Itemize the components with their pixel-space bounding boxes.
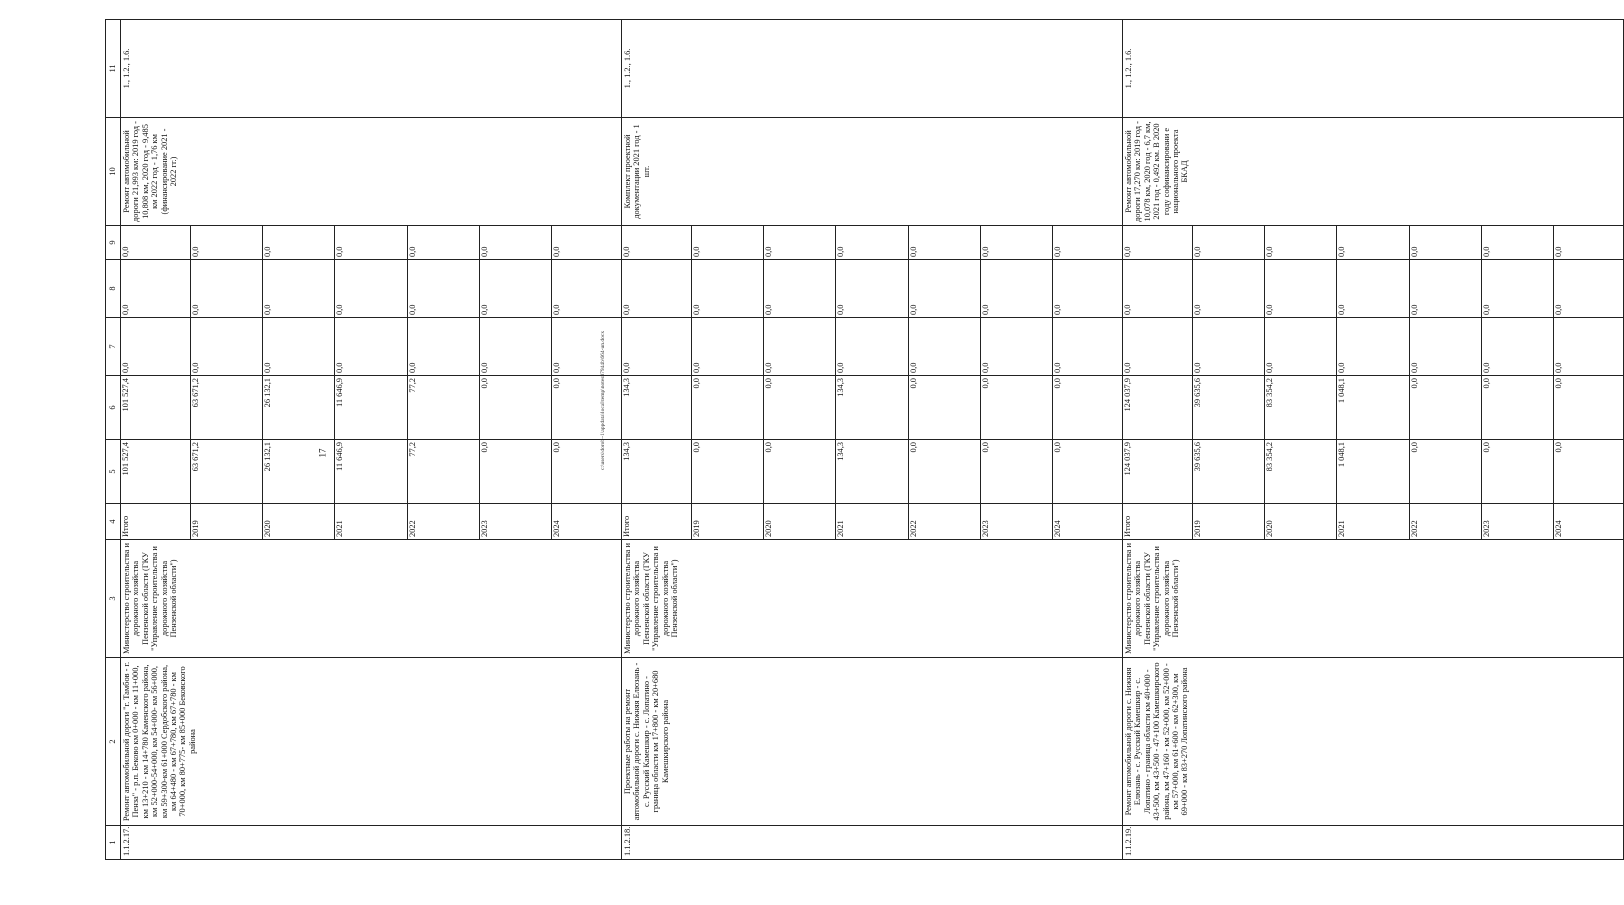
year-column	[121, 504, 622, 540]
value-cell: 0,0	[908, 440, 980, 503]
value-cell: 0,0	[764, 440, 836, 503]
value-cell: 0,0	[836, 226, 908, 259]
value-cell: 0,0	[1481, 318, 1553, 375]
row-number-cell: 1.1.2.18.	[622, 826, 1123, 860]
value-cell: 0,0	[980, 226, 1052, 259]
organization-cell: Министерство строительства и дорожного хозяйства Пензенской области (ГКУ "Управление строительства и дорожного хозяйства Пензенской области")	[1123, 540, 1624, 658]
value-cell: 0,0	[691, 376, 763, 439]
value-cell: 0,0	[1409, 376, 1481, 439]
total-column-list	[1123, 440, 1623, 503]
header-cell: 8	[106, 260, 121, 318]
value-cell: 2022	[407, 504, 479, 539]
column-7-list	[1123, 318, 1623, 375]
value-cell: 0,0	[263, 318, 335, 375]
value-cell: 0,0	[1554, 246, 1564, 257]
value-cell: 0,0	[1409, 260, 1481, 317]
total-column-list	[121, 440, 621, 503]
value-cell: 0,0	[836, 318, 908, 375]
year-column-list	[622, 504, 1122, 539]
value-cell: 124 037,9	[1123, 376, 1192, 439]
value-cell: 0,0	[479, 260, 551, 317]
footer-file-path: c:\users\dorob~1\appdata\local\temp\notes87944b\664-un.docx	[600, 330, 606, 470]
page-number: 17	[317, 448, 328, 458]
value-cell: 0,0	[764, 376, 836, 439]
total-column	[622, 440, 1123, 504]
rotated-table-container	[105, 20, 1564, 860]
column-8	[1123, 260, 1624, 318]
value-cell: 0,0	[552, 442, 562, 453]
value-cell: 83 354,2	[1265, 376, 1337, 439]
column-9	[1123, 226, 1624, 260]
value-cell: 2021	[1337, 504, 1409, 539]
value-cell: 0,0	[1409, 318, 1481, 375]
value-cell: 101 527,4	[121, 440, 190, 503]
value-cell: 77,2	[407, 440, 479, 503]
value-cell: 0,0	[1554, 304, 1564, 315]
reference-cell: 1., 1.2., 1.6.	[1123, 20, 1624, 118]
value-cell: 2023	[980, 504, 1052, 539]
object-name-cell: Ремонт автомобильной дороги с. Нижняя Елюзань - с. Русский Камешкир - с. Лопатино - граница области км 40+000 - 43+500, км 43+500 - 47+100 Камешкирского района, км 47+160 - км 52+000, км 52+000 - км 57+000, км 61+600 - км 62+300, км 69+000 - км 83+270 Лопатинского района	[1123, 658, 1624, 826]
value-cell: 1 048,1	[1337, 440, 1409, 503]
object-name-cell: Ремонт автомобильной дороги "г. Тамбов - г. Пенза" - р.п. Беково км 0+000 - км 11+000, км 13+210 - км 14+780 Каменского района, км 52+000-54+000, км 54+000- км 56+000, км 59+300-км 61+000 Сердобского района, км 64+480 - км 67+780, км 67+780 - км 70+000, км 80+775- км 85+000 Бековского района	[121, 658, 622, 826]
value-cell: 0,0	[1265, 260, 1337, 317]
value-cell: 0,0	[1337, 260, 1409, 317]
value-cell: 0,0	[190, 318, 262, 375]
value-cell: 83 354,2	[1265, 440, 1337, 503]
value-cell: 0,0	[407, 318, 479, 375]
value-cell: 0,0	[908, 318, 980, 375]
regional-budget-column-list	[622, 376, 1122, 439]
value-cell: 0,0	[479, 318, 551, 375]
value-cell: 0,0	[1053, 378, 1063, 389]
value-cell: 0,0	[1192, 226, 1264, 259]
reference-cell: 1., 1.2., 1.6.	[121, 20, 622, 118]
total-column-list	[622, 440, 1122, 503]
value-cell: 0,0	[980, 376, 1052, 439]
total-column	[121, 440, 622, 504]
value-cell: 0,0	[908, 376, 980, 439]
value-cell: 2021	[836, 504, 908, 539]
header-cell: 9	[106, 226, 121, 260]
value-cell: 0,0	[552, 246, 562, 257]
value-cell: 0,0	[764, 318, 836, 375]
value-cell: 0,0	[407, 226, 479, 259]
value-cell: 0,0	[1554, 378, 1564, 389]
column-9-list	[1123, 226, 1623, 259]
year-column	[622, 504, 1123, 540]
value-cell: 0,0	[552, 304, 562, 315]
value-cell: 0,0	[1053, 442, 1063, 453]
value-cell: 0,0	[622, 318, 691, 375]
value-cell: 0,0	[479, 440, 551, 503]
value-cell: 0,0	[121, 318, 190, 375]
header-cell: 11	[106, 20, 121, 118]
value-cell: 0,0	[1265, 318, 1337, 375]
value-cell: 0,0	[407, 260, 479, 317]
value-cell: 39 635,6	[1192, 376, 1264, 439]
value-cell: 0,0	[1123, 226, 1192, 259]
value-cell: 0,0	[764, 226, 836, 259]
value-cell: 2024	[552, 520, 562, 537]
value-cell: 0,0	[335, 260, 407, 317]
value-cell: 0,0	[1337, 226, 1409, 259]
value-cell: 2020	[263, 504, 335, 539]
regional-budget-column	[1123, 376, 1624, 440]
value-cell: 134,3	[622, 440, 691, 503]
header-cell: 1	[106, 826, 121, 860]
value-cell: 26 132,1	[263, 440, 335, 503]
column-7	[622, 318, 1123, 376]
value-cell: 26 132,1	[263, 376, 335, 439]
value-cell: 124 037,9	[1123, 440, 1192, 503]
column-7	[121, 318, 622, 376]
value-cell: 0,0	[479, 376, 551, 439]
column-9-list	[622, 226, 1122, 259]
column-7-list	[121, 318, 621, 375]
table-row	[1123, 20, 1624, 860]
regional-budget-column	[121, 376, 622, 440]
value-cell: 0,0	[980, 260, 1052, 317]
header-cell: 2	[106, 658, 121, 826]
value-cell: 77,2	[407, 376, 479, 439]
value-cell: Итого	[1123, 504, 1192, 539]
result-cell: Ремонт автомобильной дороги 21,993 км: 2019 год - 10,808 км, 2020 год - 9,485 км 2022 год - 1,76 км (финансирование 2021 - 2022 гг.)	[121, 118, 622, 226]
value-cell: 0,0	[1409, 226, 1481, 259]
value-cell: 0,0	[691, 440, 763, 503]
value-cell: Итого	[121, 504, 190, 539]
value-cell: 0,0	[764, 260, 836, 317]
column-8	[622, 260, 1123, 318]
row-number-cell: 1.1.2.19.	[1123, 826, 1624, 860]
value-cell: 0,0	[908, 260, 980, 317]
header-cell: 4	[106, 504, 121, 540]
column-7-list	[622, 318, 1122, 375]
value-cell: 0,0	[691, 226, 763, 259]
value-cell: 0,0	[1053, 246, 1063, 257]
value-cell: 0,0	[1265, 226, 1337, 259]
value-cell: 0,0	[552, 378, 562, 389]
column-7	[1123, 318, 1624, 376]
regional-budget-column-list	[1123, 376, 1623, 439]
value-cell: 0,0	[1481, 376, 1553, 439]
year-column-list	[121, 504, 621, 539]
value-cell: 0,0	[1192, 260, 1264, 317]
value-cell: 0,0	[1409, 440, 1481, 503]
value-cell: 2023	[1481, 504, 1553, 539]
column-9	[121, 226, 622, 260]
value-cell: 2019	[190, 504, 262, 539]
value-cell: 2020	[1265, 504, 1337, 539]
value-cell: 0,0	[836, 260, 908, 317]
value-cell: 0,0	[121, 260, 190, 317]
value-cell: 0,0	[190, 260, 262, 317]
value-cell: Итого	[622, 504, 691, 539]
row-number-cell: 1.1.2.17.	[121, 826, 622, 860]
value-cell: 0,0	[1053, 362, 1063, 373]
header-cell: 10	[106, 118, 121, 226]
value-cell: 2024	[1554, 520, 1564, 537]
value-cell: 0,0	[1123, 318, 1192, 375]
header-row	[106, 20, 121, 860]
value-cell: 2020	[764, 504, 836, 539]
header-cell: 5	[106, 440, 121, 504]
value-cell: 0,0	[335, 226, 407, 259]
value-cell: 0,0	[335, 318, 407, 375]
value-cell: 0,0	[263, 226, 335, 259]
value-cell: 0,0	[190, 226, 262, 259]
column-8-list	[622, 260, 1122, 317]
value-cell: 0,0	[980, 318, 1052, 375]
value-cell: 63 671,2	[190, 440, 262, 503]
program-table	[105, 19, 1624, 860]
value-cell: 2022	[908, 504, 980, 539]
result-cell: Комплект проектной документации 2021 год - 1 шт.	[622, 118, 1123, 226]
column-9-list	[121, 226, 621, 259]
value-cell: 0,0	[622, 226, 691, 259]
value-cell: 0,0	[1554, 442, 1564, 453]
table-row	[121, 20, 622, 860]
value-cell: 134,3	[622, 376, 691, 439]
value-cell: 2022	[1409, 504, 1481, 539]
result-cell: Ремонт автомобильной дороги 17,270 км: 2019 год - 10,078 км, 2020 год - 6,7 км, 2021 год - 0,492 км. В 2020 году софинансировани е национального проекта БКАД	[1123, 118, 1624, 226]
year-column-list	[1123, 504, 1623, 539]
value-cell: 0,0	[908, 226, 980, 259]
value-cell: 11 646,9	[335, 376, 407, 439]
value-cell: 11 646,9	[335, 440, 407, 503]
regional-budget-column	[622, 376, 1123, 440]
value-cell: 0,0	[622, 260, 691, 317]
value-cell: 0,0	[1337, 318, 1409, 375]
value-cell: 2024	[1053, 520, 1063, 537]
header-cell: 7	[106, 318, 121, 376]
value-cell: 0,0	[980, 440, 1052, 503]
value-cell: 0,0	[1481, 440, 1553, 503]
total-column	[1123, 440, 1624, 504]
value-cell: 0,0	[263, 260, 335, 317]
table-row	[622, 20, 1123, 860]
value-cell: 134,3	[836, 440, 908, 503]
value-cell: 1 048,1	[1337, 376, 1409, 439]
value-cell: 101 527,4	[121, 376, 190, 439]
column-8	[121, 260, 622, 318]
value-cell: 0,0	[1481, 260, 1553, 317]
organization-cell: Министерство строительства и дорожного хозяйства Пензенской области (ГКУ "Управление строительства и дорожного хозяйства Пензенской области")	[121, 540, 622, 658]
regional-budget-column-list	[121, 376, 621, 439]
value-cell: 0,0	[691, 260, 763, 317]
value-cell: 63 671,2	[190, 376, 262, 439]
value-cell: 2019	[1192, 504, 1264, 539]
object-name-cell: Проектные работы на ремонт автомобильной дороги с. Нижняя Елюзань - с. Русский Камешкир - с. Лопатино - граница области км 17+800 - км 20+680 Камешкирского района	[622, 658, 1123, 826]
value-cell: 39 635,6	[1192, 440, 1264, 503]
value-cell: 0,0	[691, 318, 763, 375]
value-cell: 0,0	[1053, 304, 1063, 315]
value-cell: 0,0	[552, 362, 562, 373]
value-cell: 2021	[335, 504, 407, 539]
value-cell: 2023	[479, 504, 551, 539]
header-cell: 6	[106, 376, 121, 440]
value-cell: 0,0	[1123, 260, 1192, 317]
value-cell: 0,0	[479, 226, 551, 259]
value-cell: 2019	[691, 504, 763, 539]
value-cell: 0,0	[1554, 362, 1564, 373]
value-cell: 0,0	[1192, 318, 1264, 375]
reference-cell: 1., 1.2., 1.6.	[622, 20, 1123, 118]
value-cell: 0,0	[121, 226, 190, 259]
table-body	[121, 20, 1624, 860]
header-cell: 3	[106, 540, 121, 658]
column-8-list	[121, 260, 621, 317]
value-cell: 134,3	[836, 376, 908, 439]
column-9	[622, 226, 1123, 260]
value-cell: 0,0	[1481, 226, 1553, 259]
year-column	[1123, 504, 1624, 540]
column-8-list	[1123, 260, 1623, 317]
organization-cell: Министерство строительства и дорожного хозяйства Пензенской области (ГКУ "Управление строительства и дорожного хозяйства Пензенской области")	[622, 540, 1123, 658]
